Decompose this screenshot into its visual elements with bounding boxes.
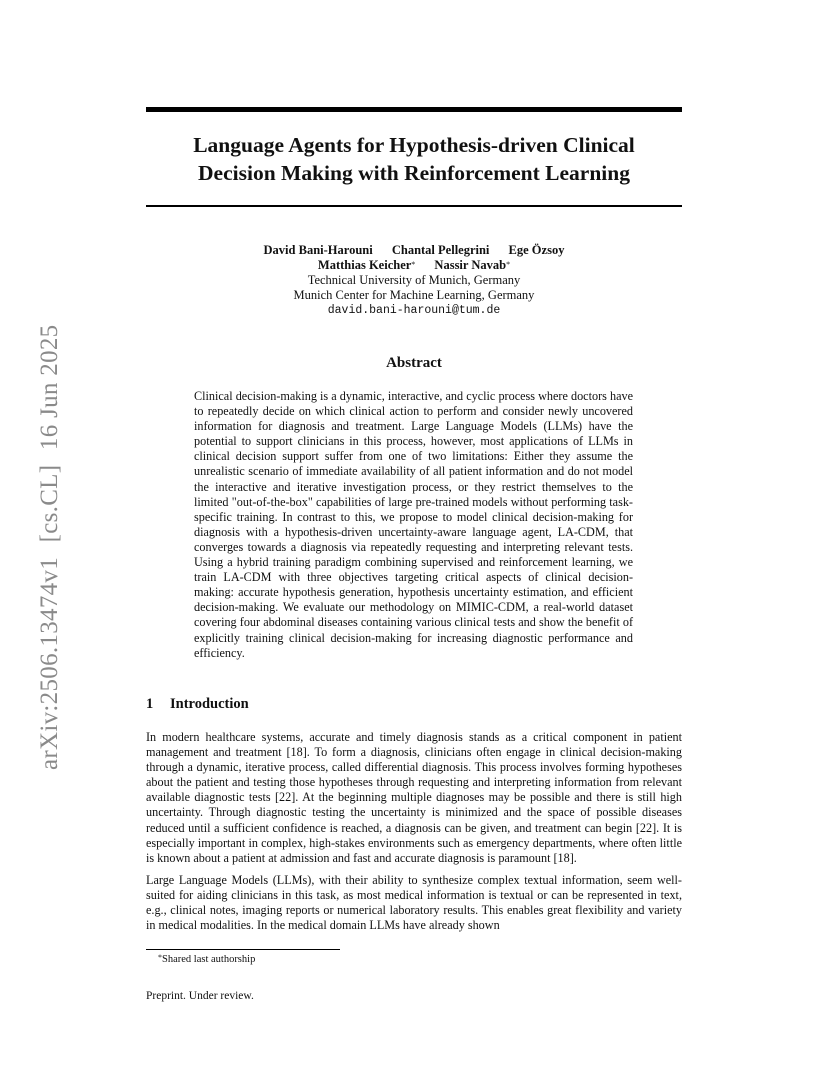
page-footer: Preprint. Under review. (146, 990, 254, 1002)
author-name: David Bani-Harouni (263, 243, 373, 257)
author-name (434, 258, 510, 272)
abstract-heading: Abstract (386, 355, 442, 371)
arxiv-id: arXiv:2506.13474v1 (36, 556, 63, 770)
introduction-body (146, 730, 682, 940)
intro-paragraph-2: Large Language Models (LLMs), with their ability to synthesize complex textual information, seem well-suited for aiding clinicians in this task, as most medical information is textual or can be represented in text, e.g., clinical notes, imaging reports or numerical laboratory results. This enables great flexibility and variety in medical modalities. In the medical domain LLMs have already shown (146, 872, 682, 933)
intro-paragraph-1: In modern healthcare systems, accurate and timely diagnosis stands as a critical component in patient management and treatment [18]. To form a diagnosis, clinicians often engage in clinical decision-making through a dynamic, iterative process, called differential diagnosis. This process involves forming hypotheses about the patient and testing those hypotheses through requesting and interpreting information from relevant available diagnostic tests [22]. At the beginning multiple diagnoses may be possible and there is still high uncertainty. Through diagnostic testing the uncertainty is minimized and the space of possible diseases reduced until a sufficient confidence is reached, a diagnosis can be given, and treatment can begin [22]. It is especially important in complex, high-stakes environments such as emergency departments, where often little is known about a patient at admission and fast and accurate diagnosis is paramount [18]. (146, 730, 682, 865)
title-line-1: Language Agents for Hypothesis-driven Clinical (193, 133, 635, 157)
author-name: Chantal Pellegrini (391, 243, 490, 257)
author-line-1 (146, 243, 682, 258)
author-footnote-mark: * (506, 260, 511, 269)
author-name: Ege Özsoy (508, 243, 565, 257)
author-name (318, 258, 415, 272)
author-block (146, 243, 682, 318)
title-top-rule (146, 107, 682, 112)
title-line-2: Decision Making with Reinforcement Learning (198, 161, 630, 185)
footnote-text: Shared last authorship (162, 954, 256, 965)
affiliation-1: Technical University of Munich, Germany (307, 273, 521, 287)
arxiv-date: 16 Jun 2025 (36, 324, 63, 451)
section-heading-introduction (146, 696, 249, 713)
author-line-2 (146, 258, 682, 273)
title-bottom-rule (146, 205, 682, 207)
footnote (158, 954, 255, 965)
author-4-name: Matthias Keicher (317, 258, 412, 272)
affiliation-2: Munich Center for Machine Learning, Germany (293, 288, 535, 302)
section-number: 1 (146, 696, 154, 712)
arxiv-category: [cs.CL] (36, 464, 63, 543)
footnote-mark: * (158, 953, 162, 962)
paper-title (146, 131, 682, 187)
author-footnote-mark: * (411, 260, 416, 269)
arxiv-sidebar-stamp (36, 317, 64, 770)
footnote-rule (146, 949, 340, 950)
section-title: Introduction (170, 696, 249, 712)
contact-email: david.bani-harouni@tum.de (327, 304, 501, 317)
author-5-name: Nassir Navab (434, 258, 507, 272)
abstract-text: Clinical decision-making is a dynamic, interactive, and cyclic process where doctors have to repeatedly decide on which clinical action to perform and consider newly uncovered information for diagnosis and treatment. Large Language Models (LLMs) have the potential to support clinicians in this process, however, most applications of LLMs in clinical decision support suffer from one of two limitations: Either they assume the unrealistic scenario of immediate availability of all patient information and do not model the interactive and iterative investigation process, or they restrict themselves to the limited "out-of-the-box" capabilities of large pre-trained models without performing task-specific training. In contrast to this, we propose to model clinical decision-making for diagnosis with a hypothesis-driven uncertainty-aware language agent, LA-CDM, that converges towards a diagnosis via repeatedly requesting and interpreting relevant tests. Using a hybrid training paradigm combining supervised and reinforcement learning, we train LA-CDM with three objectives targeting critical aspects of clinical decision-making: accurate hypothesis generation, hypothesis uncertainty estimation, and efficient decision-making. We evaluate our methodology on MIMIC-CDM, a real-world dataset covering four abdominal diseases containing various clinical tests and show the benefit of explicitly training clinical decision-making for increasing diagnostic performance and efficiency. (194, 389, 633, 660)
